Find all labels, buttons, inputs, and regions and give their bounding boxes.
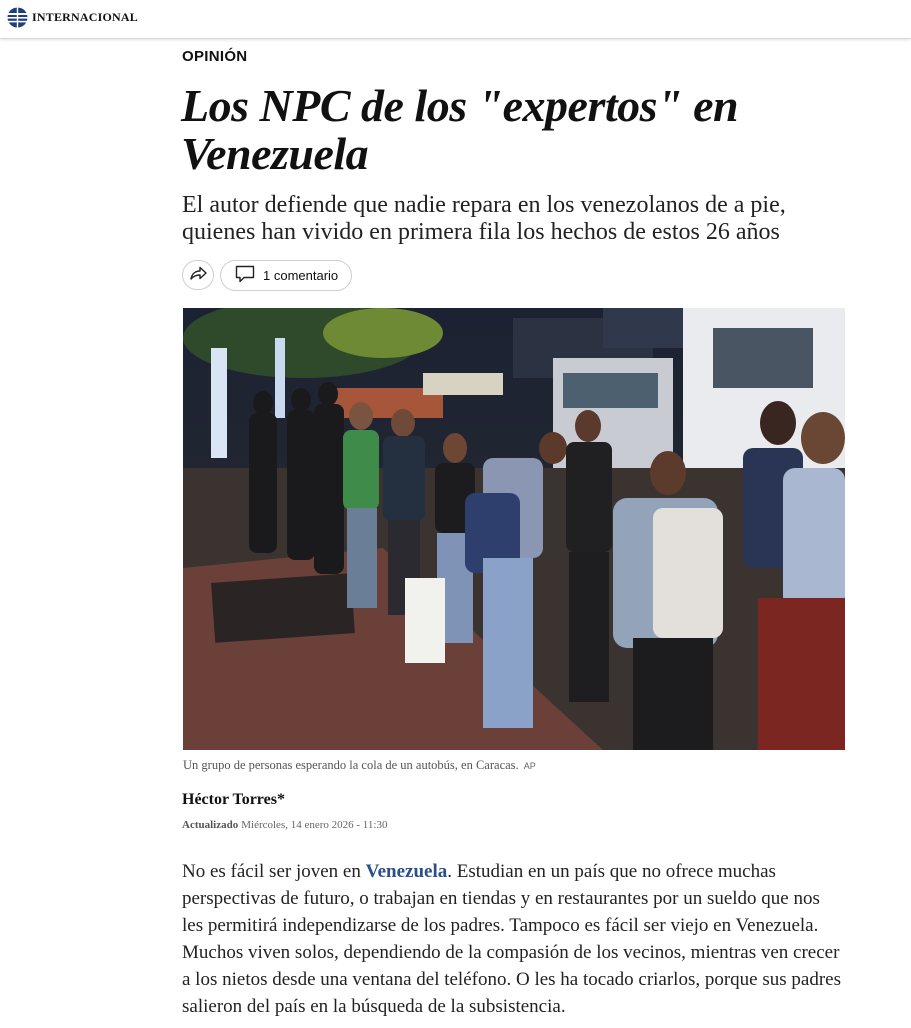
body-text-start: No es fácil ser joven en [182,861,366,882]
top-bar [0,0,911,39]
photo-caption-text: Un grupo de personas esperando la cola de un autobús, en Caracas. [183,758,519,772]
body-text-rest: . Estudian en un país que no ofrece muchas perspectivas de futuro, o trabajan en tiendas y en restaurantes por un sueldo que nos les permitirá independizarse de los padres. Tampoco es fácil ser viejo en Venezuela. Muchos viven solos, dependiendo de la compasión de los vecinos, mientras ven crecer a los nietos desde una ventana del teléfono. O les ha tocado criarlos, porque sus padres salieron del país en la búsqueda de la subsistencia. [182,861,841,1017]
section-name[interactable]: INTERNACIONAL [32,10,138,24]
dateline [182,819,387,831]
comments-button[interactable] [220,260,352,291]
venezuela-link[interactable]: Venezuela [365,861,448,882]
article-body-paragraph [182,858,842,1020]
comments-count-label: 1 comentario [263,268,339,283]
share-icon [189,265,207,285]
article-photo[interactable] [183,308,845,750]
globe-icon[interactable] [7,7,28,28]
article-kicker[interactable]: OPINIÓN [182,48,248,65]
photo-caption [183,758,845,773]
photo-credit: AP [523,761,536,771]
updated-label: Actualizado [182,819,239,831]
share-button[interactable] [182,260,214,290]
comment-icon [235,265,255,287]
author-name[interactable]: Héctor Torres* [182,791,285,808]
updated-datetime: Miércoles, 14 enero 2026 - 11:30 [241,819,388,831]
article-headline: Los NPC de los "expertos" en Venezuela [181,80,739,179]
article-subheadline: El autor defiende que nadie repara en los venezolanos de a pie, quienes han vivido en primera fila los hechos de estos 26 años [182,192,786,245]
